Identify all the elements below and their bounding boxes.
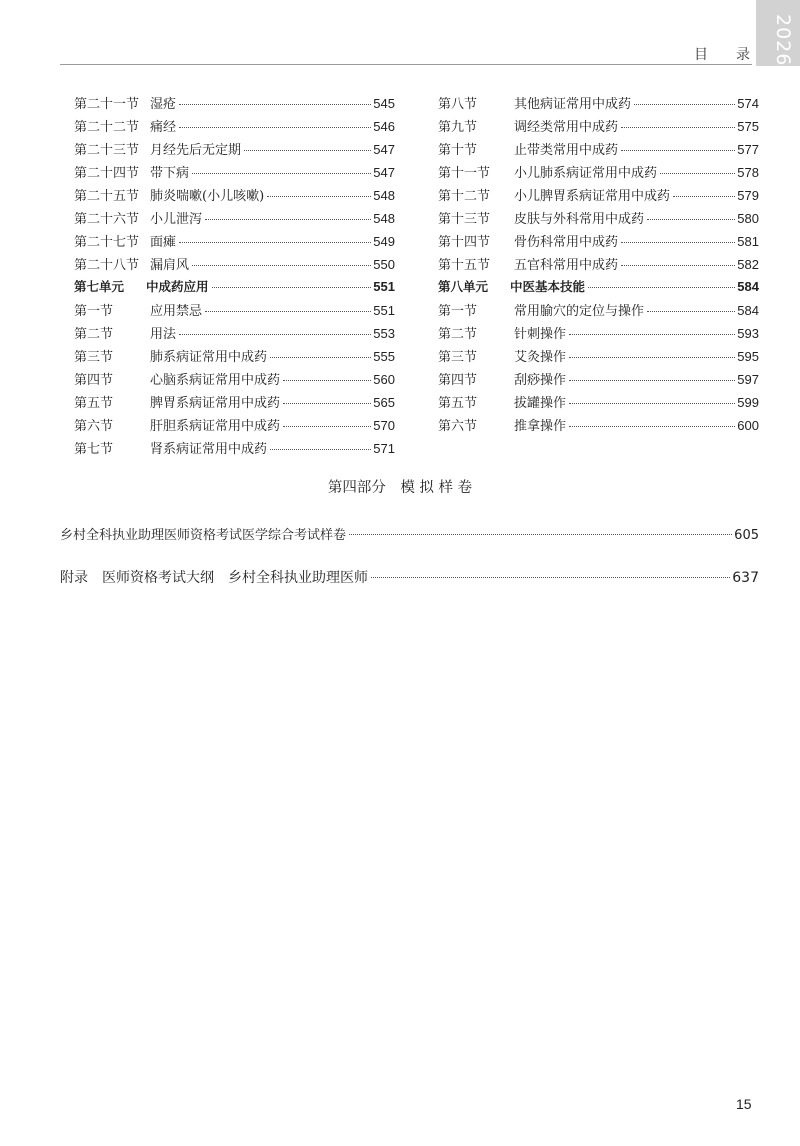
dot-leader <box>371 576 730 578</box>
toc-section-number: 第十三节 <box>438 212 491 227</box>
toc-entry-title: 骨伤科常用中成药 <box>514 235 619 250</box>
toc-entry-page: 584 <box>737 279 759 294</box>
dot-leader <box>673 195 735 197</box>
toc-entry-title: 调经类常用中成药 <box>514 120 619 135</box>
toc-section-row[interactable] <box>438 369 759 392</box>
toc-entry-title: 针刺操作 <box>514 327 567 342</box>
toc-entry-page: 555 <box>373 349 395 364</box>
toc-entry-page: 548 <box>373 211 395 226</box>
toc-entry-title: 小儿泄泻 <box>150 212 203 227</box>
toc-section-number: 第八节 <box>438 97 478 112</box>
toc-section-row[interactable] <box>74 415 395 438</box>
dot-leader <box>205 310 371 312</box>
header-char-1: 目 <box>694 47 708 63</box>
dot-leader <box>267 195 371 197</box>
dot-leader <box>621 126 735 128</box>
toc-entry-title: 刮痧操作 <box>514 373 567 388</box>
toc-entry-title: 湿疮 <box>150 97 177 112</box>
dot-leader <box>270 356 371 358</box>
toc-section-number: 第二十一节 <box>74 97 140 112</box>
toc-section-row[interactable] <box>438 323 759 346</box>
part-four-heading: 第四部分 模 拟 样 卷 <box>327 480 473 496</box>
toc-entry-exam-paper[interactable] <box>60 524 759 543</box>
toc-entry-title: 中医基本技能 <box>510 279 586 294</box>
dot-leader <box>179 103 371 105</box>
year-tab <box>756 0 800 66</box>
toc-section-number: 第一节 <box>74 304 114 319</box>
toc-section-number: 第九节 <box>438 120 478 135</box>
page-number: 15 <box>736 1096 752 1112</box>
toc-entry-appendix[interactable] <box>60 567 759 587</box>
toc-entry-title: 拔罐操作 <box>514 396 567 411</box>
toc-section-row[interactable] <box>438 231 759 254</box>
toc-section-row[interactable] <box>438 208 759 231</box>
toc-section-row[interactable] <box>74 231 395 254</box>
toc-entry-page: 605 <box>734 528 759 543</box>
dot-leader <box>205 218 371 220</box>
toc-section-number: 第四节 <box>74 373 114 388</box>
toc-entry-page: 595 <box>737 349 759 364</box>
toc-entry-page: 546 <box>373 119 395 134</box>
dot-leader <box>660 172 735 174</box>
dot-leader <box>621 241 735 243</box>
toc-section-row[interactable] <box>74 139 395 162</box>
dot-leader <box>634 103 735 105</box>
year-label: 2026 <box>772 14 794 67</box>
toc-entry-page: 551 <box>373 303 395 318</box>
dot-leader <box>212 286 372 288</box>
toc-section-row[interactable] <box>438 392 759 415</box>
toc-entry-page: 574 <box>737 96 759 111</box>
toc-entry-title: 附录 医师资格考试大纲 乡村全科执业助理医师 <box>60 570 368 586</box>
toc-section-row[interactable] <box>74 438 395 461</box>
toc-section-number: 第五节 <box>74 396 114 411</box>
dot-leader <box>569 402 735 404</box>
dot-leader <box>621 264 735 266</box>
toc-section-number: 第三节 <box>74 350 114 365</box>
toc-section-row[interactable] <box>74 116 395 139</box>
toc-entry-page: 548 <box>373 188 395 203</box>
toc-entry-page: 580 <box>737 211 759 226</box>
dot-leader <box>569 379 735 381</box>
toc-entry-page: 571 <box>373 441 395 456</box>
toc-section-number: 第二节 <box>74 327 114 342</box>
toc-entry-page: 565 <box>373 395 395 410</box>
dot-leader <box>179 333 371 335</box>
toc-section-number: 第二十五节 <box>74 189 140 204</box>
toc-section-number: 第二十二节 <box>74 120 140 135</box>
toc-entry-page: 553 <box>373 326 395 341</box>
toc-section-row[interactable] <box>438 300 759 323</box>
dot-leader <box>270 448 371 450</box>
toc-section-number: 第六节 <box>438 419 478 434</box>
header-divider <box>60 64 752 65</box>
toc-entry-page: 584 <box>737 303 759 318</box>
toc-entry-title: 止带类常用中成药 <box>514 143 619 158</box>
toc-section-row[interactable] <box>438 93 759 116</box>
page-header-title <box>694 44 750 64</box>
toc-entry-title: 面瘫 <box>150 235 177 250</box>
toc-section-number: 第二十七节 <box>74 235 140 250</box>
toc-entry-title: 小儿脾胃系病证常用中成药 <box>514 189 671 204</box>
toc-entry-title: 乡村全科执业助理医师资格考试医学综合考试样卷 <box>60 528 347 543</box>
toc-entry-title: 心脑系病证常用中成药 <box>150 373 281 388</box>
toc-unit-row[interactable] <box>438 277 759 300</box>
toc-entry-title: 肺炎喘嗽(小儿咳嗽) <box>150 189 265 204</box>
dot-leader <box>283 379 371 381</box>
toc-entry-title: 带下病 <box>150 166 190 181</box>
toc-section-number: 第一节 <box>438 304 478 319</box>
toc-section-number: 第五节 <box>438 396 478 411</box>
dot-leader <box>569 425 735 427</box>
toc-section-number: 第十一节 <box>438 166 491 181</box>
dot-leader <box>569 333 735 335</box>
toc-entry-title: 肾系病证常用中成药 <box>150 442 268 457</box>
toc-entry-title: 用法 <box>150 327 177 342</box>
toc-section-number: 第二十三节 <box>74 143 140 158</box>
toc-entry-title: 肝胆系病证常用中成药 <box>150 419 281 434</box>
toc-section-row[interactable] <box>438 346 759 369</box>
toc-entry-page: 545 <box>373 96 395 111</box>
toc-entry-page: 575 <box>737 119 759 134</box>
toc-section-row[interactable] <box>438 116 759 139</box>
dot-leader <box>179 126 371 128</box>
dot-leader <box>647 218 735 220</box>
toc-section-number: 第七单元 <box>74 279 125 294</box>
toc-section-row[interactable] <box>438 254 759 277</box>
toc-entry-page: 582 <box>737 257 759 272</box>
toc-section-row[interactable] <box>74 208 395 231</box>
toc-entry-page: 549 <box>373 234 395 249</box>
toc-entry-title: 皮肤与外科常用中成药 <box>514 212 645 227</box>
dot-leader <box>192 172 371 174</box>
toc-entry-page: 578 <box>737 165 759 180</box>
toc-entry-title: 漏肩风 <box>150 258 190 273</box>
toc-section-row[interactable] <box>74 369 395 392</box>
toc-entry-page: 581 <box>737 234 759 249</box>
toc-section-row[interactable] <box>438 185 759 208</box>
toc-entry-title: 应用禁忌 <box>150 304 203 319</box>
toc-entry-page: 560 <box>373 372 395 387</box>
toc-column-left <box>74 93 395 461</box>
toc-section-number: 第十节 <box>438 143 478 158</box>
toc-entry-title: 中成药应用 <box>146 279 209 294</box>
toc-entry-title: 常用腧穴的定位与操作 <box>514 304 645 319</box>
dot-leader <box>647 310 735 312</box>
toc-section-number: 第十五节 <box>438 258 491 273</box>
toc-entry-title: 肺系病证常用中成药 <box>150 350 268 365</box>
toc-entry-page: 550 <box>373 257 395 272</box>
toc-entry-page: 577 <box>737 142 759 157</box>
toc-entry-page: 599 <box>737 395 759 410</box>
toc-section-row[interactable] <box>74 323 395 346</box>
toc-section-row[interactable] <box>438 162 759 185</box>
toc-section-number: 第七节 <box>74 442 114 457</box>
toc-entry-title: 推拿操作 <box>514 419 567 434</box>
toc-entry-title: 脾胃系病证常用中成药 <box>150 396 281 411</box>
toc-section-row[interactable] <box>438 139 759 162</box>
toc-entry-page: 547 <box>373 142 395 157</box>
toc-entry-title: 痛经 <box>150 120 177 135</box>
toc-entry-page: 547 <box>373 165 395 180</box>
toc-entry-page: 600 <box>737 418 759 433</box>
toc-section-row[interactable] <box>74 300 395 323</box>
toc-entry-page: 593 <box>737 326 759 341</box>
toc-section-number: 第六节 <box>74 419 114 434</box>
toc-unit-row[interactable] <box>74 277 395 300</box>
toc-section-row[interactable] <box>438 415 759 438</box>
toc-entry-page: 597 <box>737 372 759 387</box>
dot-leader <box>179 241 371 243</box>
dot-leader <box>621 149 735 151</box>
toc-section-number: 第四节 <box>438 373 478 388</box>
dot-leader <box>569 356 735 358</box>
toc-entry-title: 五官科常用中成药 <box>514 258 619 273</box>
toc-section-number: 第十四节 <box>438 235 491 250</box>
toc-section-number: 第二节 <box>438 327 478 342</box>
toc-section-number: 第二十六节 <box>74 212 140 227</box>
toc-entry-title: 其他病证常用中成药 <box>514 97 632 112</box>
toc-entry-page: 579 <box>737 188 759 203</box>
toc-section-row[interactable] <box>74 93 395 116</box>
toc-section-row[interactable] <box>74 254 395 277</box>
toc-entry-page: 637 <box>732 570 759 586</box>
toc-section-row[interactable] <box>74 162 395 185</box>
toc-section-row[interactable] <box>74 392 395 415</box>
toc-section-number: 第八单元 <box>438 279 489 294</box>
toc-section-number: 第二十四节 <box>74 166 140 181</box>
toc-section-number: 第三节 <box>438 350 478 365</box>
toc-entry-title: 艾灸操作 <box>514 350 567 365</box>
header-char-2: 录 <box>736 47 750 63</box>
dot-leader <box>283 402 371 404</box>
toc-entry-page: 570 <box>373 418 395 433</box>
toc-entry-title: 月经先后无定期 <box>150 143 242 158</box>
toc-section-number: 第十二节 <box>438 189 491 204</box>
toc-entry-title: 小儿肺系病证常用中成药 <box>514 166 658 181</box>
toc-column-right <box>438 93 759 438</box>
toc-section-row[interactable] <box>74 346 395 369</box>
dot-leader <box>244 149 371 151</box>
toc-section-number: 第二十八节 <box>74 258 140 273</box>
toc-entry-page: 551 <box>373 279 395 294</box>
toc-section-row[interactable] <box>74 185 395 208</box>
dot-leader <box>349 533 732 535</box>
dot-leader <box>192 264 371 266</box>
dot-leader <box>588 286 735 288</box>
dot-leader <box>283 425 371 427</box>
